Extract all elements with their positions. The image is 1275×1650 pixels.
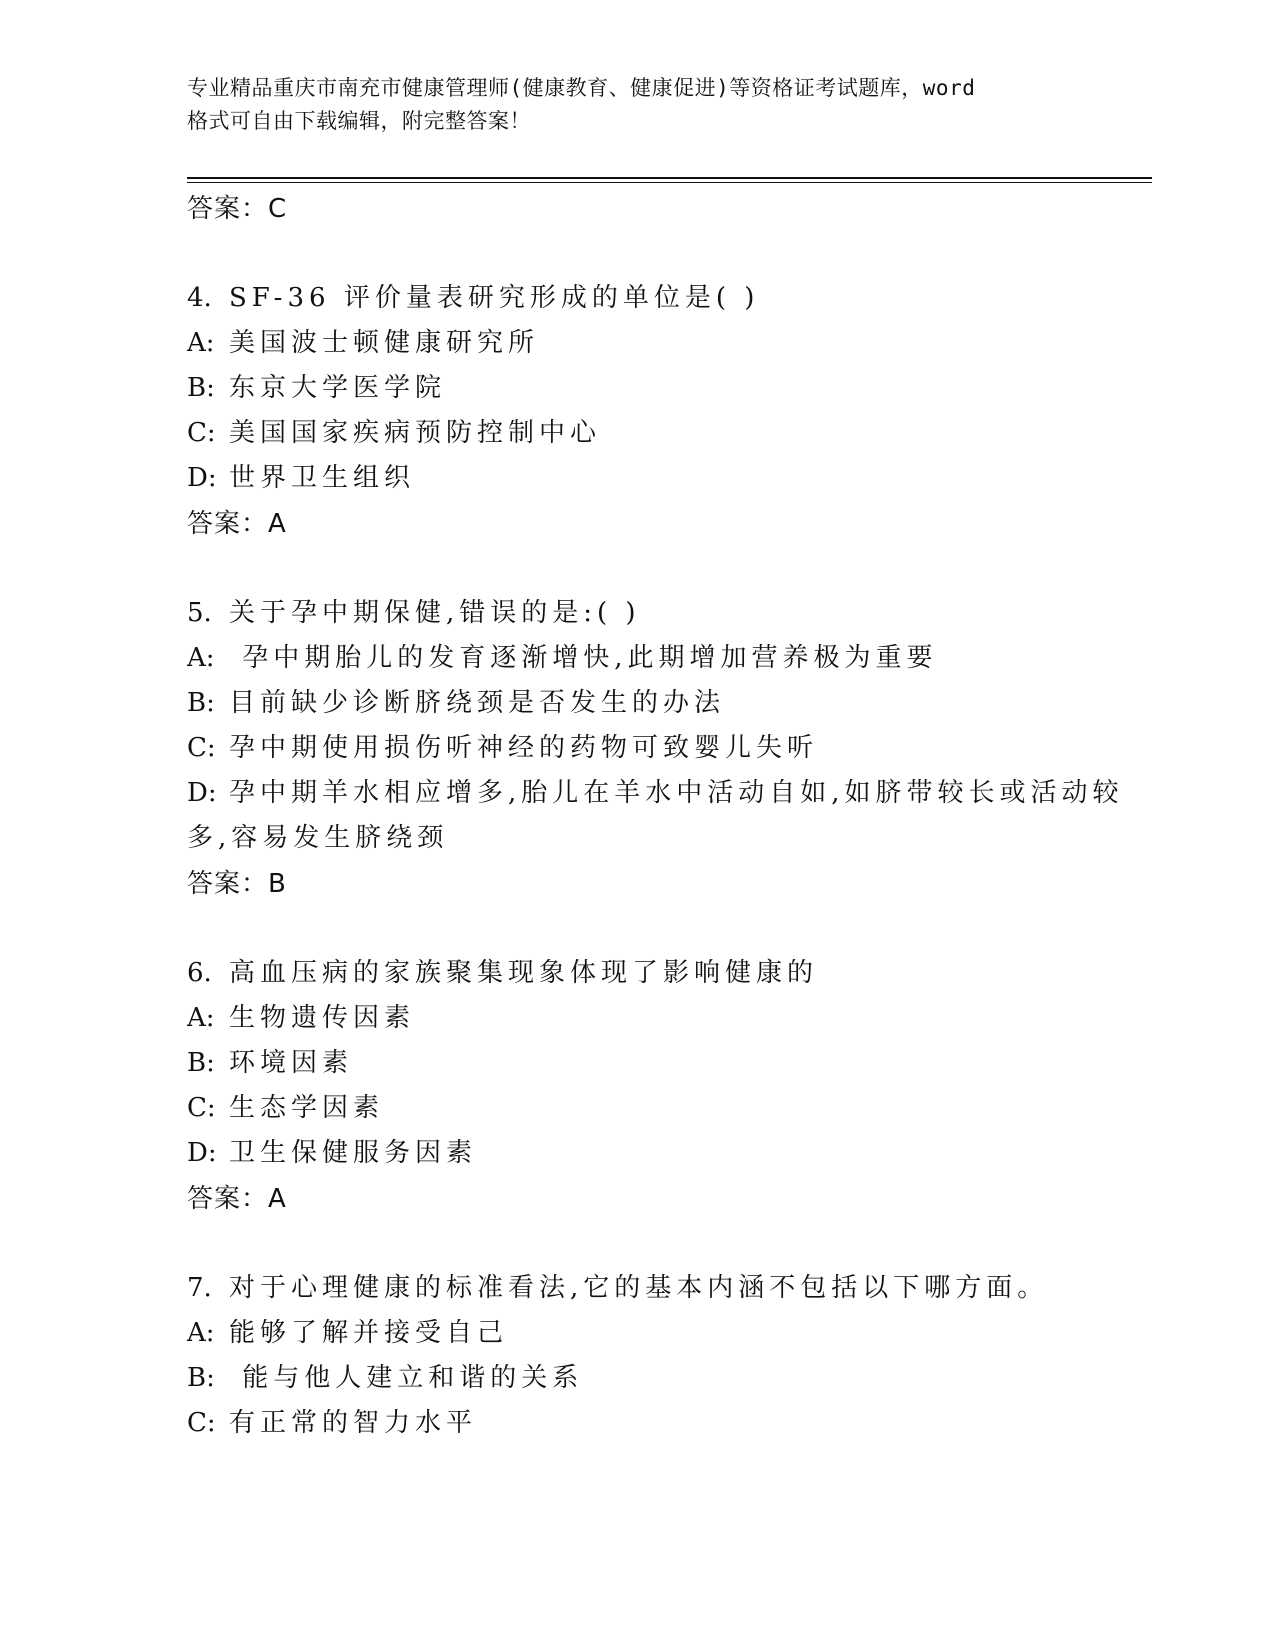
- question-stem: [187, 951, 1087, 996]
- header-rule-thick: [187, 177, 1152, 179]
- answer-line: 答案：A: [187, 509, 287, 539]
- option-text: 东京大学医学院: [229, 373, 447, 403]
- option-prefix: C:: [187, 1093, 216, 1123]
- question-number: 7.: [187, 1273, 212, 1303]
- question-list: [187, 186, 1124, 1446]
- option-b: [187, 681, 1087, 726]
- option-text: 卫生保健服务因素: [229, 1138, 478, 1168]
- question-7: [187, 1266, 1087, 1446]
- option-text: 有正常的智力水平: [229, 1408, 478, 1438]
- question-number: 5.: [187, 598, 212, 628]
- option-prefix: C:: [187, 418, 216, 448]
- option-a: [187, 1311, 1087, 1356]
- question-text: SF-36 评价量表研究形成的单位是( ): [229, 283, 760, 313]
- option-prefix: A:: [187, 1318, 215, 1348]
- option-prefix: B:: [187, 373, 215, 403]
- option-text: 孕中期使用损伤听神经的药物可致婴儿失听: [229, 733, 819, 763]
- option-text: 目前缺少诊断脐绕颈是否发生的办法: [229, 688, 726, 718]
- option-prefix: B:: [187, 1363, 215, 1393]
- option-text: 美国国家疾病预防控制中心: [229, 418, 602, 448]
- option-a: [187, 636, 1087, 681]
- option-c: [187, 411, 1087, 456]
- option-text: 能与他人建立和谐的关系: [229, 1363, 584, 1393]
- option-c: [187, 726, 1087, 771]
- option-prefix: B:: [187, 1048, 215, 1078]
- option-b: [187, 1356, 1087, 1401]
- option-prefix: C:: [187, 1408, 216, 1438]
- option-text: 世界卫生组织: [229, 463, 416, 493]
- option-d: [187, 1131, 1087, 1176]
- option-d-continuation: 多,容易发生脐绕颈: [187, 823, 449, 853]
- header-line-1: 专业精品重庆市南充市健康管理师(健康教育、健康促进)等资格证考试题库，word: [187, 76, 976, 100]
- option-a: [187, 996, 1087, 1041]
- question-text: 对于心理健康的标准看法,它的基本内涵不包括以下哪方面。: [229, 1273, 1049, 1303]
- question-number: 4.: [187, 283, 212, 313]
- option-text: 美国波士顿健康研究所: [229, 328, 540, 358]
- spacer: [187, 547, 1087, 591]
- option-d: [187, 456, 1087, 501]
- question-stem: [187, 1266, 1087, 1311]
- option-prefix: A:: [187, 328, 215, 358]
- option-text: 能够了解并接受自己: [229, 1318, 509, 1348]
- option-b: [187, 1041, 1087, 1086]
- document-header: [187, 72, 1087, 138]
- question-6: [187, 951, 1087, 1222]
- option-text: 生物遗传因素: [229, 1003, 416, 1033]
- question-5: [187, 591, 1124, 907]
- question-number: 6.: [187, 958, 212, 988]
- question-4: [187, 276, 1087, 547]
- option-prefix: B:: [187, 688, 215, 718]
- option-d: [187, 771, 1124, 816]
- option-prefix: A:: [187, 1003, 215, 1033]
- option-text: 孕中期羊水相应增多,胎儿在羊水中活动自如,如脐带较长或活动较: [229, 778, 1124, 808]
- option-a: [187, 321, 1087, 366]
- header-rule-thin: [187, 182, 1152, 183]
- spacer: [187, 907, 1087, 951]
- option-text: 环境因素: [229, 1048, 354, 1078]
- option-prefix: D:: [187, 463, 217, 493]
- previous-answer: 答案：C: [187, 194, 288, 224]
- option-c: [187, 1086, 1087, 1131]
- option-prefix: D:: [187, 1138, 217, 1168]
- answer-line: 答案：A: [187, 1184, 287, 1214]
- option-prefix: D:: [187, 778, 217, 808]
- question-stem: [187, 591, 1087, 636]
- spacer: [187, 1222, 1087, 1266]
- question-stem: [187, 276, 1087, 321]
- question-text: 高血压病的家族聚集现象体现了影响健康的: [229, 958, 819, 988]
- header-line-2: 格式可自由下载编辑，附完整答案！: [187, 109, 531, 133]
- option-text: 孕中期胎儿的发育逐渐增快,此期增加营养极为重要: [229, 643, 938, 673]
- option-prefix: A:: [187, 643, 215, 673]
- answer-line: 答案：B: [187, 869, 287, 899]
- option-prefix: C:: [187, 733, 216, 763]
- option-c: [187, 1401, 1087, 1446]
- question-text: 关于孕中期保健,错误的是:( ): [229, 598, 641, 628]
- spacer: [187, 232, 1087, 276]
- option-text: 生态学因素: [229, 1093, 385, 1123]
- option-b: [187, 366, 1087, 411]
